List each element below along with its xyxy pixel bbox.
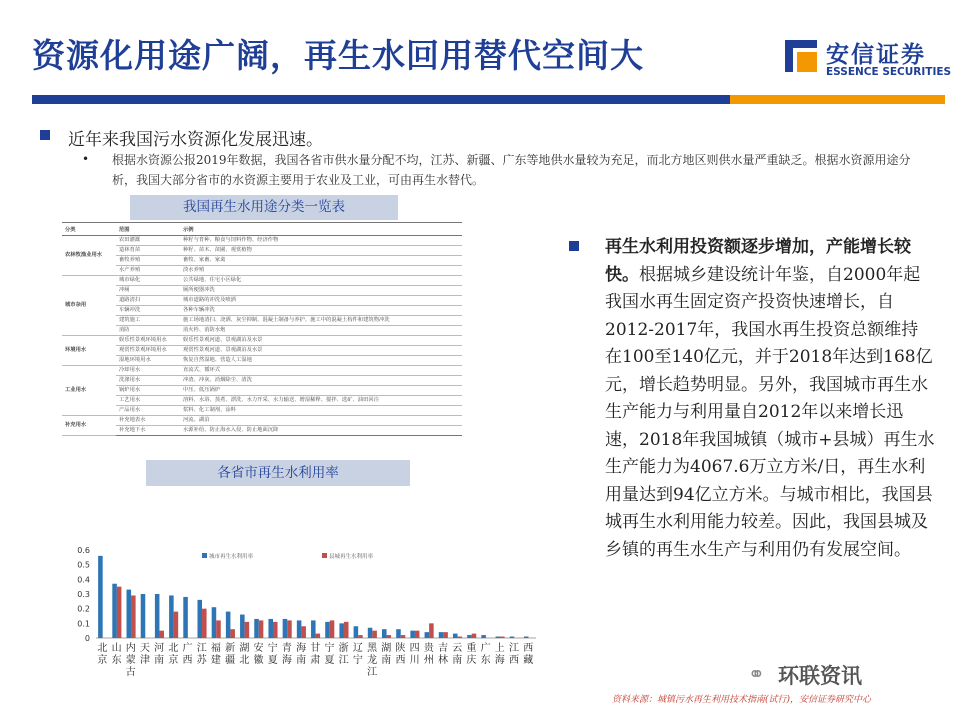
sub-bullet-text: 根据水资源公报2019年数据，我国各省市供水量分配不均，江苏、新疆、广东等地供水量较为充足，而北方地区则供水量严重缺乏。根据水资源用途分析，我国大部分省市的水资源主要用于农业及工业，可由再生水替代。 (112, 153, 911, 187)
bar (301, 626, 306, 638)
sub-bullet-dot: • (82, 152, 90, 166)
header-rule-orange (730, 95, 945, 104)
bar (500, 637, 505, 638)
table-row (62, 336, 462, 346)
bar (197, 600, 202, 638)
table-example-cell: 直流式、循环式 (180, 366, 462, 376)
table-example-cell: 施工场地清扫、浇洒、灰尘抑制、混凝土制备与养护、施工中的混凝土构件和建筑物冲洗 (180, 316, 462, 326)
table-row (62, 426, 462, 436)
table-row (62, 326, 462, 336)
bar (273, 622, 278, 638)
x-tick-label: 陕 (395, 643, 406, 654)
x-tick-label: 州 (423, 655, 434, 666)
x-tick-label: 北 (168, 643, 179, 654)
y-tick-label: 0.6 (77, 546, 90, 555)
bar (287, 620, 292, 638)
table-category-cell: 工业用水 (62, 366, 116, 416)
table-header-cell: 分类 (62, 223, 116, 236)
x-tick-label: 贵 (423, 643, 434, 654)
y-tick-label: 0.2 (77, 604, 90, 614)
x-tick-label: 北 (97, 643, 108, 654)
legend-label: 城市再生水利用率 (209, 554, 254, 560)
table-example-cell: 溶料、水浴、蒸煮、漂洗、水力开采、水力输送、增湿稀释、搅拌、选矿、油田回注 (180, 396, 462, 406)
x-tick-label: 宁 (267, 643, 278, 654)
x-tick-label: 南 (154, 655, 165, 666)
x-tick-label: 东 (111, 655, 122, 666)
table-row (62, 236, 462, 246)
x-tick-label: 吉 (438, 643, 449, 654)
header-rule-blue (32, 95, 730, 104)
x-tick-label: 天 (139, 643, 150, 654)
table-example-cell: 中压、低压锅炉 (180, 386, 462, 396)
bar (372, 631, 377, 638)
reuse-rate-chart (52, 538, 552, 688)
x-tick-label: 西 (182, 655, 193, 666)
x-tick-label: 肃 (310, 655, 321, 666)
table-row (62, 266, 462, 276)
bar (401, 635, 406, 638)
table-scope-cell: 观赏性景观环境用水 (116, 346, 180, 356)
x-tick-label: 西 (523, 643, 534, 654)
x-tick-label: 夏 (324, 655, 335, 666)
table-row (62, 386, 462, 396)
x-tick-label: 海 (494, 655, 505, 666)
table-scope-cell: 车辆冲洗 (116, 306, 180, 316)
table-scope-cell: 水产养殖 (116, 266, 180, 276)
bar (174, 612, 179, 638)
table-row (62, 316, 462, 326)
x-tick-label: 浙 (338, 643, 349, 654)
x-tick-label: 苏 (196, 655, 207, 666)
bar (117, 587, 122, 638)
x-tick-label: 西 (509, 655, 519, 666)
table-row (62, 406, 462, 416)
legend-swatch (322, 553, 327, 558)
bar (524, 637, 529, 638)
bar (472, 634, 477, 638)
table-example-cell: 观赏性景观河道、景观湖泊及水景 (180, 346, 462, 356)
bar (230, 629, 235, 638)
slide-title: 资源化用途广阔，再生水回用替代空间大 (32, 36, 644, 75)
bar (330, 620, 335, 638)
table-caption: 我国再生水用途分类一览表 (130, 195, 398, 220)
table-scope-cell: 锅炉用水 (116, 386, 180, 396)
x-tick-label: 新 (225, 643, 236, 654)
bar (453, 634, 458, 638)
bar (316, 634, 321, 638)
x-tick-label: 宁 (352, 655, 363, 666)
table-row (62, 256, 462, 266)
table-row (62, 366, 462, 376)
table-scope-cell: 洗涤用水 (116, 376, 180, 386)
x-tick-label: 上 (494, 643, 505, 654)
x-tick-label: 津 (139, 655, 150, 666)
bar (283, 619, 288, 638)
x-tick-label: 北 (239, 655, 250, 666)
bar (254, 619, 259, 638)
x-tick-label: 东 (480, 655, 491, 666)
bar (510, 637, 515, 638)
x-tick-label: 黑 (367, 643, 378, 654)
x-tick-label: 内 (125, 643, 136, 654)
table-row (62, 306, 462, 316)
bar (297, 620, 302, 638)
x-tick-label: 江 (509, 643, 519, 654)
x-tick-label: 海 (296, 643, 307, 654)
table-example-cell: 消火栓、消防水炮 (180, 326, 462, 336)
table-scope-cell: 道路清扫 (116, 296, 180, 306)
table-example-cell: 各种车辆冲洗 (180, 306, 462, 316)
table-scope-cell: 城市绿化 (116, 276, 180, 286)
bar (183, 597, 188, 638)
x-tick-label: 山 (111, 643, 122, 654)
bar (358, 635, 363, 638)
x-tick-label: 福 (210, 643, 221, 654)
table-scope-cell: 农田灌溉 (116, 236, 180, 246)
bar (268, 619, 273, 638)
table-example-cell: 冲渣、冲灰、消烟除尘、清洗 (180, 376, 462, 386)
table-scope-cell: 畜牧养殖 (116, 256, 180, 266)
bar (155, 594, 160, 638)
bar (496, 637, 501, 638)
bar (212, 607, 217, 638)
bar (325, 622, 330, 638)
x-tick-label: 海 (281, 655, 292, 666)
bar (344, 622, 349, 638)
x-tick-label: 川 (409, 655, 420, 666)
x-tick-label: 蒙 (125, 655, 136, 666)
bar (169, 595, 174, 638)
x-tick-label: 古 (125, 667, 136, 678)
watermark: 环联资讯 (778, 664, 862, 688)
right-paragraph (605, 234, 935, 564)
legend-label: 县城再生水利用率 (329, 554, 374, 560)
bar (382, 629, 387, 638)
bar (415, 631, 420, 638)
x-tick-label: 建 (210, 655, 221, 666)
y-tick-label: 0.1 (77, 619, 90, 629)
table-category-cell: 补充用水 (62, 416, 116, 436)
x-tick-label: 青 (281, 643, 292, 654)
bar (458, 637, 463, 638)
table-example-cell: 恢复自然湿地、营造人工湿地 (180, 356, 462, 366)
table-example-cell: 娱乐性景观河道、景观湖泊及水景 (180, 336, 462, 346)
x-tick-label: 重 (466, 643, 477, 654)
bar (141, 594, 146, 638)
bar (339, 623, 344, 638)
x-tick-label: 江 (196, 643, 207, 654)
x-tick-label: 夏 (267, 655, 278, 666)
bar (216, 620, 221, 638)
x-tick-label: 四 (409, 643, 420, 654)
table-header-cell: 范围 (116, 223, 180, 236)
bar (425, 632, 430, 638)
x-tick-label: 南 (452, 655, 463, 666)
x-tick-label: 江 (367, 667, 378, 678)
table-row (62, 376, 462, 386)
table-example-cell: 种籽、苗木、苗圃、观赏植物 (180, 246, 462, 256)
y-tick-label: 0.5 (77, 560, 90, 570)
bar (127, 590, 132, 638)
table-example-cell: 种籽与育种、粮食与饲料作物、经济作物 (180, 236, 462, 246)
table-row (62, 286, 462, 296)
table-example-cell: 浆料、化工制剂、涂料 (180, 406, 462, 416)
bar (131, 595, 136, 638)
table-example-cell: 城市道路的冲洗及喷洒 (180, 296, 462, 306)
right-lead: 再生水利用投资额逐步增加，产能增长较快。 (605, 237, 911, 285)
x-tick-label: 河 (154, 643, 165, 654)
chart-caption: 各省市再生水利用率 (146, 460, 410, 486)
table-category-cell: 城市杂用 (62, 276, 116, 336)
bar (467, 635, 472, 638)
x-tick-label: 广 (480, 643, 491, 654)
x-tick-label: 湖 (381, 643, 392, 654)
bar (240, 615, 245, 638)
table-category-cell: 环境用水 (62, 336, 116, 366)
x-tick-label: 林 (438, 655, 449, 666)
table-row (62, 276, 462, 286)
table-category-cell: 农林牧渔业用水 (62, 236, 116, 276)
bullet-square-icon (40, 130, 50, 140)
bar (354, 626, 359, 638)
bar (112, 584, 117, 638)
table-row (62, 296, 462, 306)
bullet-square-icon (569, 241, 579, 251)
x-tick-label: 京 (168, 655, 179, 666)
bar (259, 620, 264, 638)
x-tick-label: 广 (182, 643, 193, 654)
table-example-cell: 厕所便器冲洗 (180, 286, 462, 296)
x-tick-label: 湖 (239, 643, 250, 654)
bar (311, 620, 316, 638)
table-scope-cell: 造林育苗 (116, 246, 180, 256)
bullet-heading: 近年来我国污水资源化发展迅速。 (68, 130, 323, 150)
table-scope-cell: 冲厕 (116, 286, 180, 296)
table-example-cell: 淡水养殖 (180, 266, 462, 276)
x-tick-label: 西 (395, 655, 406, 666)
table-example-cell: 畜牧、家畜、家禽 (180, 256, 462, 266)
bar (226, 612, 231, 638)
y-tick-label: 0 (84, 634, 90, 643)
source-note: 资料来源：城镇污水再生利用技术指南(试行)，安信证券研究中心 (612, 695, 872, 705)
x-tick-label: 藏 (523, 655, 534, 666)
table-scope-cell: 建筑施工 (116, 316, 180, 326)
table-example-cell: 公共绿地、住宅小区绿化 (180, 276, 462, 286)
right-body: 根据城乡建设统计年鉴，自2000年起我国水再生固定资产投资快速增长，自2012-2017年，我国水再生投资总额维持在100至140亿元，并于2018年达到168亿元，增长趋势明显。另外，我国城市再生水生产能力与利用量自2012年以来增长迅速，2018年我国城镇（城市+县城）再生水生产能力为4067.6万立方米/日，再生水利用量达到94亿立方米。与城市相比，我国县城再生水利用能力较差。因此，我国县城及乡镇的再生水生产与利用仍有发展空间。 (605, 264, 935, 560)
legend-swatch (202, 553, 207, 558)
x-tick-label: 安 (253, 643, 264, 654)
bar (159, 631, 164, 638)
x-tick-label: 云 (452, 643, 463, 654)
logo-chinese-name: 安信证券 (826, 42, 926, 68)
table-scope-cell: 工艺用水 (116, 396, 180, 406)
table-scope-cell: 湿地环境用水 (116, 356, 180, 366)
bar (396, 629, 401, 638)
table-scope-cell: 补充地下水 (116, 426, 180, 436)
table-scope-cell: 娱乐性景观环境用水 (116, 336, 180, 346)
bar (387, 635, 392, 638)
table-row (62, 356, 462, 366)
table-row (62, 396, 462, 406)
table-row (62, 246, 462, 256)
x-tick-label: 疆 (225, 655, 236, 666)
bar (202, 609, 207, 638)
bar (98, 556, 103, 638)
x-tick-label: 江 (338, 655, 349, 666)
bar (410, 631, 415, 638)
table-row (62, 416, 462, 426)
bar (429, 623, 434, 638)
bar (481, 635, 486, 638)
x-tick-label: 南 (381, 655, 392, 666)
table-scope-cell: 补充地表水 (116, 416, 180, 426)
essence-logo-icon (783, 38, 819, 74)
table-header-row (62, 223, 462, 236)
x-tick-label: 京 (97, 655, 108, 666)
x-tick-label: 宁 (324, 643, 335, 654)
y-tick-label: 0.4 (77, 575, 90, 585)
reuse-category-table (62, 222, 462, 436)
bar (443, 632, 448, 638)
logo-english-name: ESSENCE SECURITIES (826, 66, 952, 78)
x-tick-label: 庆 (466, 655, 477, 666)
table-example-cell: 水源补给、防止海水入侵、防止地面沉降 (180, 426, 462, 436)
table-scope-cell: 消防 (116, 326, 180, 336)
table-scope-cell: 冷却用水 (116, 366, 180, 376)
y-tick-label: 0.3 (77, 590, 90, 599)
bar (439, 632, 444, 638)
bar (245, 622, 250, 638)
x-tick-label: 南 (296, 655, 307, 666)
x-tick-label: 甘 (310, 643, 321, 654)
wechat-icon: ⚭ (748, 662, 765, 686)
table-scope-cell: 产品用水 (116, 406, 180, 416)
table-example-cell: 河流、湖泊 (180, 416, 462, 426)
x-tick-label: 龙 (367, 655, 378, 666)
table-row (62, 346, 462, 356)
table-header-cell: 示例 (180, 223, 462, 236)
bar (368, 628, 373, 638)
x-tick-label: 徽 (253, 655, 264, 666)
x-tick-label: 辽 (352, 643, 363, 654)
